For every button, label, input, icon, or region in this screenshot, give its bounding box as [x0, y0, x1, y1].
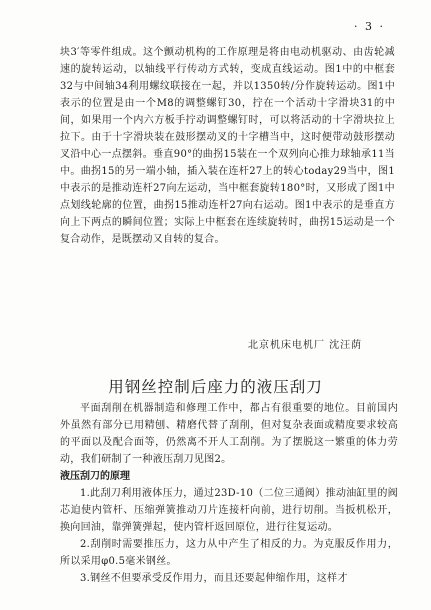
article-continuation [60, 44, 395, 248]
section-heading: 液压刮刀的原理 [60, 471, 130, 482]
article-body [60, 400, 398, 587]
article-title: 用钢丝控制后座力的液压刮刀 [108, 378, 323, 396]
list-item: 3.钢丝不但要承受反作用力，而且还要起伸缩作用，这样才 [80, 573, 348, 584]
body-paragraph: 块3′等零件组成。这个颤动机构的工作原理是将由电动机驱动、由齿轮减速的旋转运动，以轴线平行传动方式转，变成直线运动。图1中的中框套32与中间轴34利用螺纹联接在一起，并以1350转/分作旋转运动。图1中表示的位置是由一个M8的调整螺钉30，拧在一个活动十字滑块31的中间，如果用一个内六方板手拧动调整螺钉时，可以将活动的十字滑块拉上拉下。由于十字滑块装在鼓形摆动叉的十字槽当中，这时便带动鼓形摆动叉沿中心一点摆斜。垂直90°的曲拐15装在一个双列向心推力球轴承11当中。曲拐15的另一端小轴，插入装在连杆27上的转心today29当中，图1中表示的是推动连杆27向左运动，当中框套旋转180°时，又形成了图1中点划线轮廓的位置，曲拐15推动连杆27向右运动。图1中表示的是垂直方向上下两点的瞬间位置；实际上中框套在连续旋转时，曲拐15运动是一个复合动作，是既摆动又自转的复合。 [60, 47, 395, 245]
list-item: 1.此刮刀利用液体压力，通过23D-10（二位三通阀）推动油缸里的阀芯迫使内管杆、压缩弹簧推动刀片连接杆向前，进行切削。当扳机松开，换向回油，靠弹簧弹起，使内管杆返回原位，进行往复运动。 [60, 488, 398, 533]
author-signature: 北京机床电机厂 沈汪荫 [248, 340, 363, 351]
page-number: · 3 · [354, 20, 385, 33]
intro-paragraph: 平面刮削在机器制造和修理工作中，都占有很重要的地位。目前国内外虽然有部分已用精刨、精磨代替了刮削，但对复杂表面或精度要求较高的平面以及配合面等，仍然离不开人工刮削。为了摆脱这一繁重的体力劳动，我们研制了一种液压刮刀见图2。 [60, 403, 398, 465]
list-item: 2.刮削时需要推压力，这力从中产生了相反的力。为克服反作用力，所以采用φ0.5毫米钢丝。 [60, 539, 398, 567]
